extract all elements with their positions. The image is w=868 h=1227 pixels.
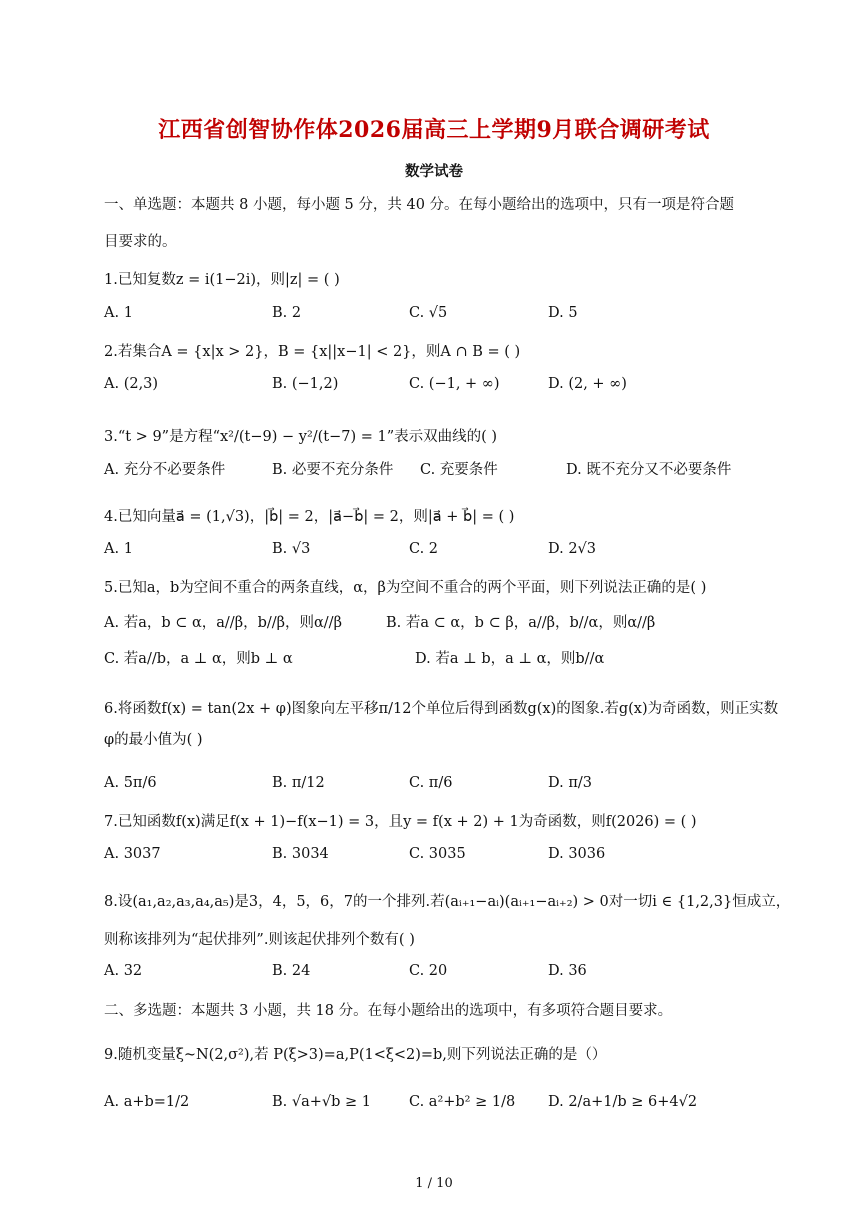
question-9-option-b: B. √a+√b ≥ 1: [272, 1094, 372, 1110]
question-8-option-d: D. 36: [548, 963, 587, 979]
question-4-stem: 4.已知向量a⃗ = (1,√3)，|b⃗| = 2，|a⃗−b⃗| = 2，则|a⃗ + b⃗| = ( ): [104, 509, 515, 525]
question-9-option-a: A. a+b=1/2: [104, 1094, 190, 1110]
question-7-option-c: C. 3035: [409, 846, 466, 862]
question-5-option-b: B. 若a ⊂ α，b ⊂ β，a//β，b//α，则α//β: [386, 615, 656, 631]
section-2-instructions: 二、多选题：本题共 3 小题，共 18 分。在每小题给出的选项中，有多项符合题目要求。: [104, 1003, 673, 1019]
question-7-option-d: D. 3036: [548, 846, 606, 862]
question-6-option-d: D. π/3: [548, 775, 592, 791]
question-1-option-a: A. 1: [104, 305, 133, 321]
question-6-stem: 6.将函数f(x) = tan(2x + φ)图象向左平移π/12个单位后得到函数g(x)的图象.若g(x)为奇函数，则正实数: [104, 701, 779, 717]
question-2-option-b: B. (−1,2): [272, 376, 339, 392]
question-9-option-c: C. a²+b² ≥ 1/8: [409, 1094, 516, 1110]
question-2-option-c: C. (−1, + ∞): [409, 376, 500, 392]
question-6-option-c: C. π/6: [409, 775, 453, 791]
question-7-stem: 7.已知函数f(x)满足f(x + 1)−f(x−1) = 3，且y = f(x + 2) + 1为奇函数，则f(2026) = ( ): [104, 814, 697, 830]
question-5-option-d: D. 若a ⊥ b，a ⊥ α，则b//α: [415, 651, 605, 667]
question-5-stem: 5.已知a，b为空间不重合的两条直线，α，β为空间不重合的两个平面，则下列说法正确的是( ): [104, 580, 707, 596]
question-3-option-c: C. 充要条件: [420, 462, 498, 478]
page-number: 1 / 10: [415, 1176, 453, 1191]
question-2-option-a: A. (2,3): [104, 376, 159, 392]
section-1-line-1: 一、单选题：本题共 8 小题，每小题 5 分，共 40 分。在每小题给出的选项中，只有一项是符合题: [104, 197, 735, 213]
question-1-stem: 1.已知复数z = i(1−2i)，则|z| = ( ): [104, 272, 340, 288]
question-9-option-d: D. 2/a+1/b ≥ 6+4√2: [548, 1094, 698, 1110]
question-8-option-c: C. 20: [409, 963, 448, 979]
question-3-option-d: D. 既不充分又不必要条件: [566, 462, 732, 478]
question-4-option-d: D. 2√3: [548, 541, 597, 557]
question-2-option-d: D. (2, + ∞): [548, 376, 627, 392]
question-8-stem-continued: 则称该排列为“起伏排列”.则该起伏排列个数有( ): [104, 932, 415, 948]
question-3-stem: 3.“t > 9”是方程“x²/(t−9) − y²/(t−7) = 1”表示双曲线的( ): [104, 429, 498, 445]
question-6-stem-continued: φ的最小值为( ): [104, 732, 203, 748]
question-2-stem: 2.若集合A = {x|x > 2}，B = {x||x−1| < 2}，则A ∩ B = ( ): [104, 344, 521, 360]
question-8-option-b: B. 24: [272, 963, 311, 979]
question-1-option-b: B. 2: [272, 305, 302, 321]
question-4-option-b: B. √3: [272, 541, 311, 557]
question-5-option-c: C. 若a//b，a ⊥ α，则b ⊥ α: [104, 651, 293, 667]
question-1-option-d: D. 5: [548, 305, 578, 321]
page-subtitle: 数学试卷: [405, 163, 463, 180]
question-3-option-a: A. 充分不必要条件: [104, 462, 226, 478]
question-8-option-a: A. 32: [104, 963, 143, 979]
question-1-option-c: C. √5: [409, 305, 448, 321]
page-title: 江西省创智协作体2026届高三上学期9月联合调研考试: [158, 117, 710, 143]
section-1-line-2: 目要求的。: [104, 234, 177, 250]
question-3-option-b: B. 必要不充分条件: [272, 462, 394, 478]
question-7-option-a: A. 3037: [104, 846, 161, 862]
question-9-stem: 9.随机变量ξ~N(2,σ²),若 P(ξ>3)=a,P(1<ξ<2)=b,则下列说法正确的是（）: [104, 1047, 607, 1063]
question-6-option-b: B. π/12: [272, 775, 325, 791]
question-6-option-a: A. 5π/6: [104, 775, 157, 791]
question-7-option-b: B. 3034: [272, 846, 329, 862]
question-8-stem: 8.设(a₁,a₂,a₃,a₄,a₅)是3，4，5，6，7的一个排列.若(aᵢ₊₁−aᵢ)(aᵢ₊₁−aᵢ₊₂) > 0对一切i ∈ {1,2,3}恒成立，: [104, 894, 791, 910]
question-4-option-c: C. 2: [409, 541, 439, 557]
question-4-option-a: A. 1: [104, 541, 133, 557]
question-5-option-a: A. 若a，b ⊂ α，a//β，b//β，则α//β: [104, 615, 342, 631]
